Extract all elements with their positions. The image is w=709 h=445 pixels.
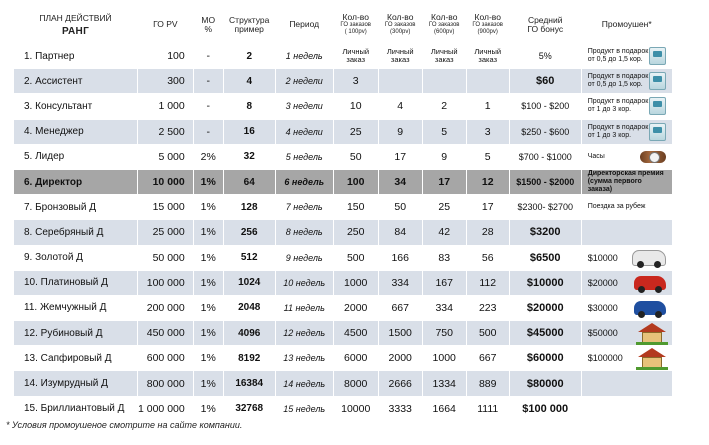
- structure-cell: 16: [223, 119, 275, 144]
- qty-600-cell: 167: [422, 270, 466, 295]
- qty-900-cell: [466, 69, 509, 94]
- promo-text: Продукт в подарок от 0,5 до 1,5 кор.: [587, 48, 649, 64]
- go-pv-cell: 1 000: [138, 94, 194, 119]
- header-qty-300: Кол-во ГО заказов (300pv): [378, 6, 422, 44]
- qty-600-cell: 334: [422, 295, 466, 320]
- table-row: [14, 396, 673, 421]
- promo-cell: [581, 346, 672, 371]
- go-pv-cell: 600 000: [138, 346, 194, 371]
- header-qty-100: Кол-во ГО заказов ( 100pv): [333, 6, 378, 44]
- qty-600-cell: 17: [422, 169, 466, 194]
- rank-cell: 14. Изумрудный Д: [14, 371, 138, 396]
- qty-300-cell: 166: [378, 245, 422, 270]
- header-mo: МО %: [193, 6, 223, 44]
- avg-bonus-cell: $60: [509, 69, 581, 94]
- promo-cell: [581, 94, 672, 119]
- plan-title: ПЛАН ДЕЙСТВИЙ: [39, 12, 112, 23]
- footnote: * Условия промоушеное смотрите на сайте компании.: [6, 420, 243, 430]
- marketing-plan-table: [13, 5, 673, 422]
- qty-300-cell: 3333: [378, 396, 422, 421]
- period-cell: 4 недели: [275, 119, 333, 144]
- table-row: [14, 295, 673, 320]
- avg-bonus-cell: 5%: [509, 44, 581, 69]
- avg-bonus-cell: $6500: [509, 245, 581, 270]
- structure-cell: 32768: [223, 396, 275, 421]
- avg-bonus-cell: $1500 - $2000: [509, 169, 581, 194]
- promo-cell: [581, 245, 672, 270]
- qty-600-cell: 5: [422, 119, 466, 144]
- qty-900-cell: Личный заказ: [466, 44, 509, 69]
- go-pv-cell: 100: [138, 44, 194, 69]
- mo-cell: 1%: [193, 346, 223, 371]
- qty-900-cell: 1: [466, 94, 509, 119]
- promo-cell: [581, 270, 672, 295]
- avg-bonus-cell: $10000: [509, 270, 581, 295]
- qty-100-cell: 50: [333, 144, 378, 169]
- rank-cell: 13. Сапфировый Д: [14, 346, 138, 371]
- promo-cell: [581, 396, 672, 421]
- qty-100-cell: 8000: [333, 371, 378, 396]
- rank-cell: 12. Рубиновый Д: [14, 321, 138, 346]
- period-cell: 1 недель: [275, 44, 333, 69]
- period-cell: 12 недель: [275, 321, 333, 346]
- qty-300-cell: 50: [378, 195, 422, 220]
- qty-600-cell: 750: [422, 321, 466, 346]
- promo-text: Продукт в подарок от 1 до 3 кор.: [587, 98, 649, 114]
- table-row: [14, 371, 673, 396]
- period-cell: 6 недель: [275, 169, 333, 194]
- avg-bonus-cell: $2300- $2700: [509, 195, 581, 220]
- qty-900-cell: 5: [466, 144, 509, 169]
- avg-bonus-cell: $250 - $600: [509, 119, 581, 144]
- car-red-icon: [634, 276, 666, 290]
- car-blue-icon: [634, 301, 666, 315]
- period-cell: 7 недель: [275, 195, 333, 220]
- qty-900-cell: 1111: [466, 396, 509, 421]
- qty-600-cell: 2: [422, 94, 466, 119]
- go-pv-cell: 15 000: [138, 195, 194, 220]
- promo-cell: [581, 169, 672, 194]
- promo-cell: [581, 220, 672, 245]
- promo-text: Поездка за рубеж: [587, 203, 646, 211]
- qty-300-cell: 1500: [378, 321, 422, 346]
- table-row: [14, 94, 673, 119]
- go-pv-cell: 100 000: [138, 270, 194, 295]
- period-cell: 9 недель: [275, 245, 333, 270]
- qty-300-cell: 2666: [378, 371, 422, 396]
- mo-cell: -: [193, 94, 223, 119]
- promo-cell: [581, 144, 672, 169]
- period-cell: 5 недель: [275, 144, 333, 169]
- header-structure: Структура пример: [223, 6, 275, 44]
- qty-900-cell: 17: [466, 195, 509, 220]
- mo-cell: 1%: [193, 245, 223, 270]
- mo-cell: 1%: [193, 295, 223, 320]
- gift-box-icon: [649, 72, 666, 90]
- avg-bonus-cell: $45000: [509, 321, 581, 346]
- gift-box-icon: [649, 97, 666, 115]
- promo-text: $100000: [587, 353, 623, 364]
- promo-cell: [581, 371, 672, 396]
- structure-cell: 64: [223, 169, 275, 194]
- header-promo: Промоушен*: [581, 6, 672, 44]
- qty-600-cell: 25: [422, 195, 466, 220]
- qty-100-cell: 2000: [333, 295, 378, 320]
- qty-900-cell: 500: [466, 321, 509, 346]
- qty-900-cell: 667: [466, 346, 509, 371]
- mo-cell: 1%: [193, 195, 223, 220]
- qty-900-cell: 889: [466, 371, 509, 396]
- rank-title: РАНГ: [61, 25, 90, 37]
- qty-600-cell: 83: [422, 245, 466, 270]
- qty-600-cell: 1664: [422, 396, 466, 421]
- rank-cell: 3. Консультант: [14, 94, 138, 119]
- promo-text: Часы: [587, 152, 605, 160]
- mo-cell: 1%: [193, 220, 223, 245]
- go-pv-cell: 200 000: [138, 295, 194, 320]
- header-avg-bonus: Средний ГО бонус: [509, 6, 581, 44]
- qty-100-cell: 100: [333, 169, 378, 194]
- qty-100-cell: 10000: [333, 396, 378, 421]
- promo-cell: [581, 295, 672, 320]
- gift-box-icon: [649, 123, 666, 141]
- mo-cell: 1%: [193, 270, 223, 295]
- go-pv-cell: 300: [138, 69, 194, 94]
- structure-cell: 16384: [223, 371, 275, 396]
- go-pv-cell: 450 000: [138, 321, 194, 346]
- gift-box-icon: [649, 47, 666, 65]
- table-row: [14, 346, 673, 371]
- watch-icon: [640, 151, 666, 163]
- qty-300-cell: 334: [378, 270, 422, 295]
- table-row: [14, 169, 673, 194]
- qty-300-cell: 17: [378, 144, 422, 169]
- mo-cell: -: [193, 44, 223, 69]
- house-icon: [638, 348, 666, 368]
- table-row: [14, 44, 673, 69]
- qty-100-cell: 4500: [333, 321, 378, 346]
- table-row: [14, 119, 673, 144]
- promo-cell: [581, 321, 672, 346]
- promo-text: $10000: [587, 252, 618, 263]
- qty-900-cell: 28: [466, 220, 509, 245]
- avg-bonus-cell: $100 000: [509, 396, 581, 421]
- mo-cell: 1%: [193, 396, 223, 421]
- structure-cell: 2: [223, 44, 275, 69]
- mo-cell: 1%: [193, 321, 223, 346]
- mo-cell: -: [193, 119, 223, 144]
- period-cell: 2 недели: [275, 69, 333, 94]
- table-row: [14, 321, 673, 346]
- period-cell: 8 недель: [275, 220, 333, 245]
- avg-bonus-cell: $100 - $200: [509, 94, 581, 119]
- go-pv-cell: 50 000: [138, 245, 194, 270]
- promo-text: Продукт в подарок от 1 до 3 кор.: [587, 123, 649, 139]
- qty-100-cell: 25: [333, 119, 378, 144]
- go-pv-cell: 1 000 000: [138, 396, 194, 421]
- mo-cell: 1%: [193, 371, 223, 396]
- rank-cell: 9. Золотой Д: [14, 245, 138, 270]
- qty-300-cell: 667: [378, 295, 422, 320]
- promo-cell: [581, 195, 672, 220]
- table-row: [14, 220, 673, 245]
- go-pv-cell: 5 000: [138, 144, 194, 169]
- structure-cell: 2048: [223, 295, 275, 320]
- mo-cell: -: [193, 69, 223, 94]
- header-qty-600: Кол-во ГО заказов (600pv): [422, 6, 466, 44]
- avg-bonus-cell: $60000: [509, 346, 581, 371]
- avg-bonus-cell: $3200: [509, 220, 581, 245]
- structure-cell: 8: [223, 94, 275, 119]
- table-row: [14, 270, 673, 295]
- avg-bonus-cell: $80000: [509, 371, 581, 396]
- qty-600-cell: 42: [422, 220, 466, 245]
- promo-text: Продукт в подарок от 0,5 до 1,5 кор.: [587, 73, 649, 89]
- structure-cell: 256: [223, 220, 275, 245]
- house-icon: [638, 323, 666, 343]
- rank-cell: 2. Ассистент: [14, 69, 138, 94]
- qty-100-cell: 3: [333, 69, 378, 94]
- qty-600-cell: 1000: [422, 346, 466, 371]
- rank-cell: 11. Жемчужный Д: [14, 295, 138, 320]
- qty-600-cell: 9: [422, 144, 466, 169]
- header-qty-900: Кол-во ГО заказов (900pv): [466, 6, 509, 44]
- table-row: [14, 245, 673, 270]
- qty-100-cell: 1000: [333, 270, 378, 295]
- header-row: [14, 6, 673, 44]
- qty-600-cell: 1334: [422, 371, 466, 396]
- car-white-icon: [632, 250, 666, 266]
- period-cell: 14 недель: [275, 371, 333, 396]
- qty-300-cell: 84: [378, 220, 422, 245]
- mo-cell: 1%: [193, 169, 223, 194]
- rank-cell: 4. Менеджер: [14, 119, 138, 144]
- promo-cell: [581, 69, 672, 94]
- rank-cell: 10. Платиновый Д: [14, 270, 138, 295]
- qty-100-cell: 500: [333, 245, 378, 270]
- qty-100-cell: 150: [333, 195, 378, 220]
- qty-100-cell: 250: [333, 220, 378, 245]
- structure-cell: 1024: [223, 270, 275, 295]
- qty-300-cell: 4: [378, 94, 422, 119]
- period-cell: 13 недель: [275, 346, 333, 371]
- structure-cell: 512: [223, 245, 275, 270]
- rank-cell: 1. Партнер: [14, 44, 138, 69]
- avg-bonus-cell: $700 - $1000: [509, 144, 581, 169]
- rank-cell: 15. Бриллиантовый Д: [14, 396, 138, 421]
- go-pv-cell: 2 500: [138, 119, 194, 144]
- promo-cell: [581, 119, 672, 144]
- table-row: [14, 195, 673, 220]
- qty-300-cell: 34: [378, 169, 422, 194]
- structure-cell: 32: [223, 144, 275, 169]
- qty-900-cell: 12: [466, 169, 509, 194]
- rank-cell: 7. Бронзовый Д: [14, 195, 138, 220]
- promo-text: $50000: [587, 328, 618, 339]
- period-cell: 3 недели: [275, 94, 333, 119]
- structure-cell: 4096: [223, 321, 275, 346]
- qty-300-cell: [378, 69, 422, 94]
- qty-600-cell: [422, 69, 466, 94]
- qty-300-cell: 2000: [378, 346, 422, 371]
- structure-cell: 4: [223, 69, 275, 94]
- header-rank: [14, 6, 138, 44]
- qty-300-cell: Личный заказ: [378, 44, 422, 69]
- qty-300-cell: 9: [378, 119, 422, 144]
- promo-text: Директорская премия (сумма первого заказа): [587, 170, 664, 194]
- qty-600-cell: Личный заказ: [422, 44, 466, 69]
- qty-900-cell: 223: [466, 295, 509, 320]
- qty-100-cell: 10: [333, 94, 378, 119]
- qty-100-cell: Личный заказ: [333, 44, 378, 69]
- go-pv-cell: 800 000: [138, 371, 194, 396]
- qty-900-cell: 3: [466, 119, 509, 144]
- header-go-pv: ГО PV: [138, 6, 194, 44]
- qty-900-cell: 112: [466, 270, 509, 295]
- structure-cell: 8192: [223, 346, 275, 371]
- qty-900-cell: 56: [466, 245, 509, 270]
- period-cell: 15 недель: [275, 396, 333, 421]
- promo-cell: [581, 44, 672, 69]
- table-row: [14, 144, 673, 169]
- header-period: Период: [275, 6, 333, 44]
- rank-cell: 8. Серебряный Д: [14, 220, 138, 245]
- rank-cell: 6. Директор: [14, 169, 138, 194]
- period-cell: 10 недель: [275, 270, 333, 295]
- promo-text: $30000: [587, 302, 618, 313]
- table-row: [14, 69, 673, 94]
- rank-cell: 5. Лидер: [14, 144, 138, 169]
- period-cell: 11 недель: [275, 295, 333, 320]
- structure-cell: 128: [223, 195, 275, 220]
- avg-bonus-cell: $20000: [509, 295, 581, 320]
- qty-100-cell: 6000: [333, 346, 378, 371]
- go-pv-cell: 25 000: [138, 220, 194, 245]
- promo-text: $20000: [587, 277, 618, 288]
- mo-cell: 2%: [193, 144, 223, 169]
- go-pv-cell: 10 000: [138, 169, 194, 194]
